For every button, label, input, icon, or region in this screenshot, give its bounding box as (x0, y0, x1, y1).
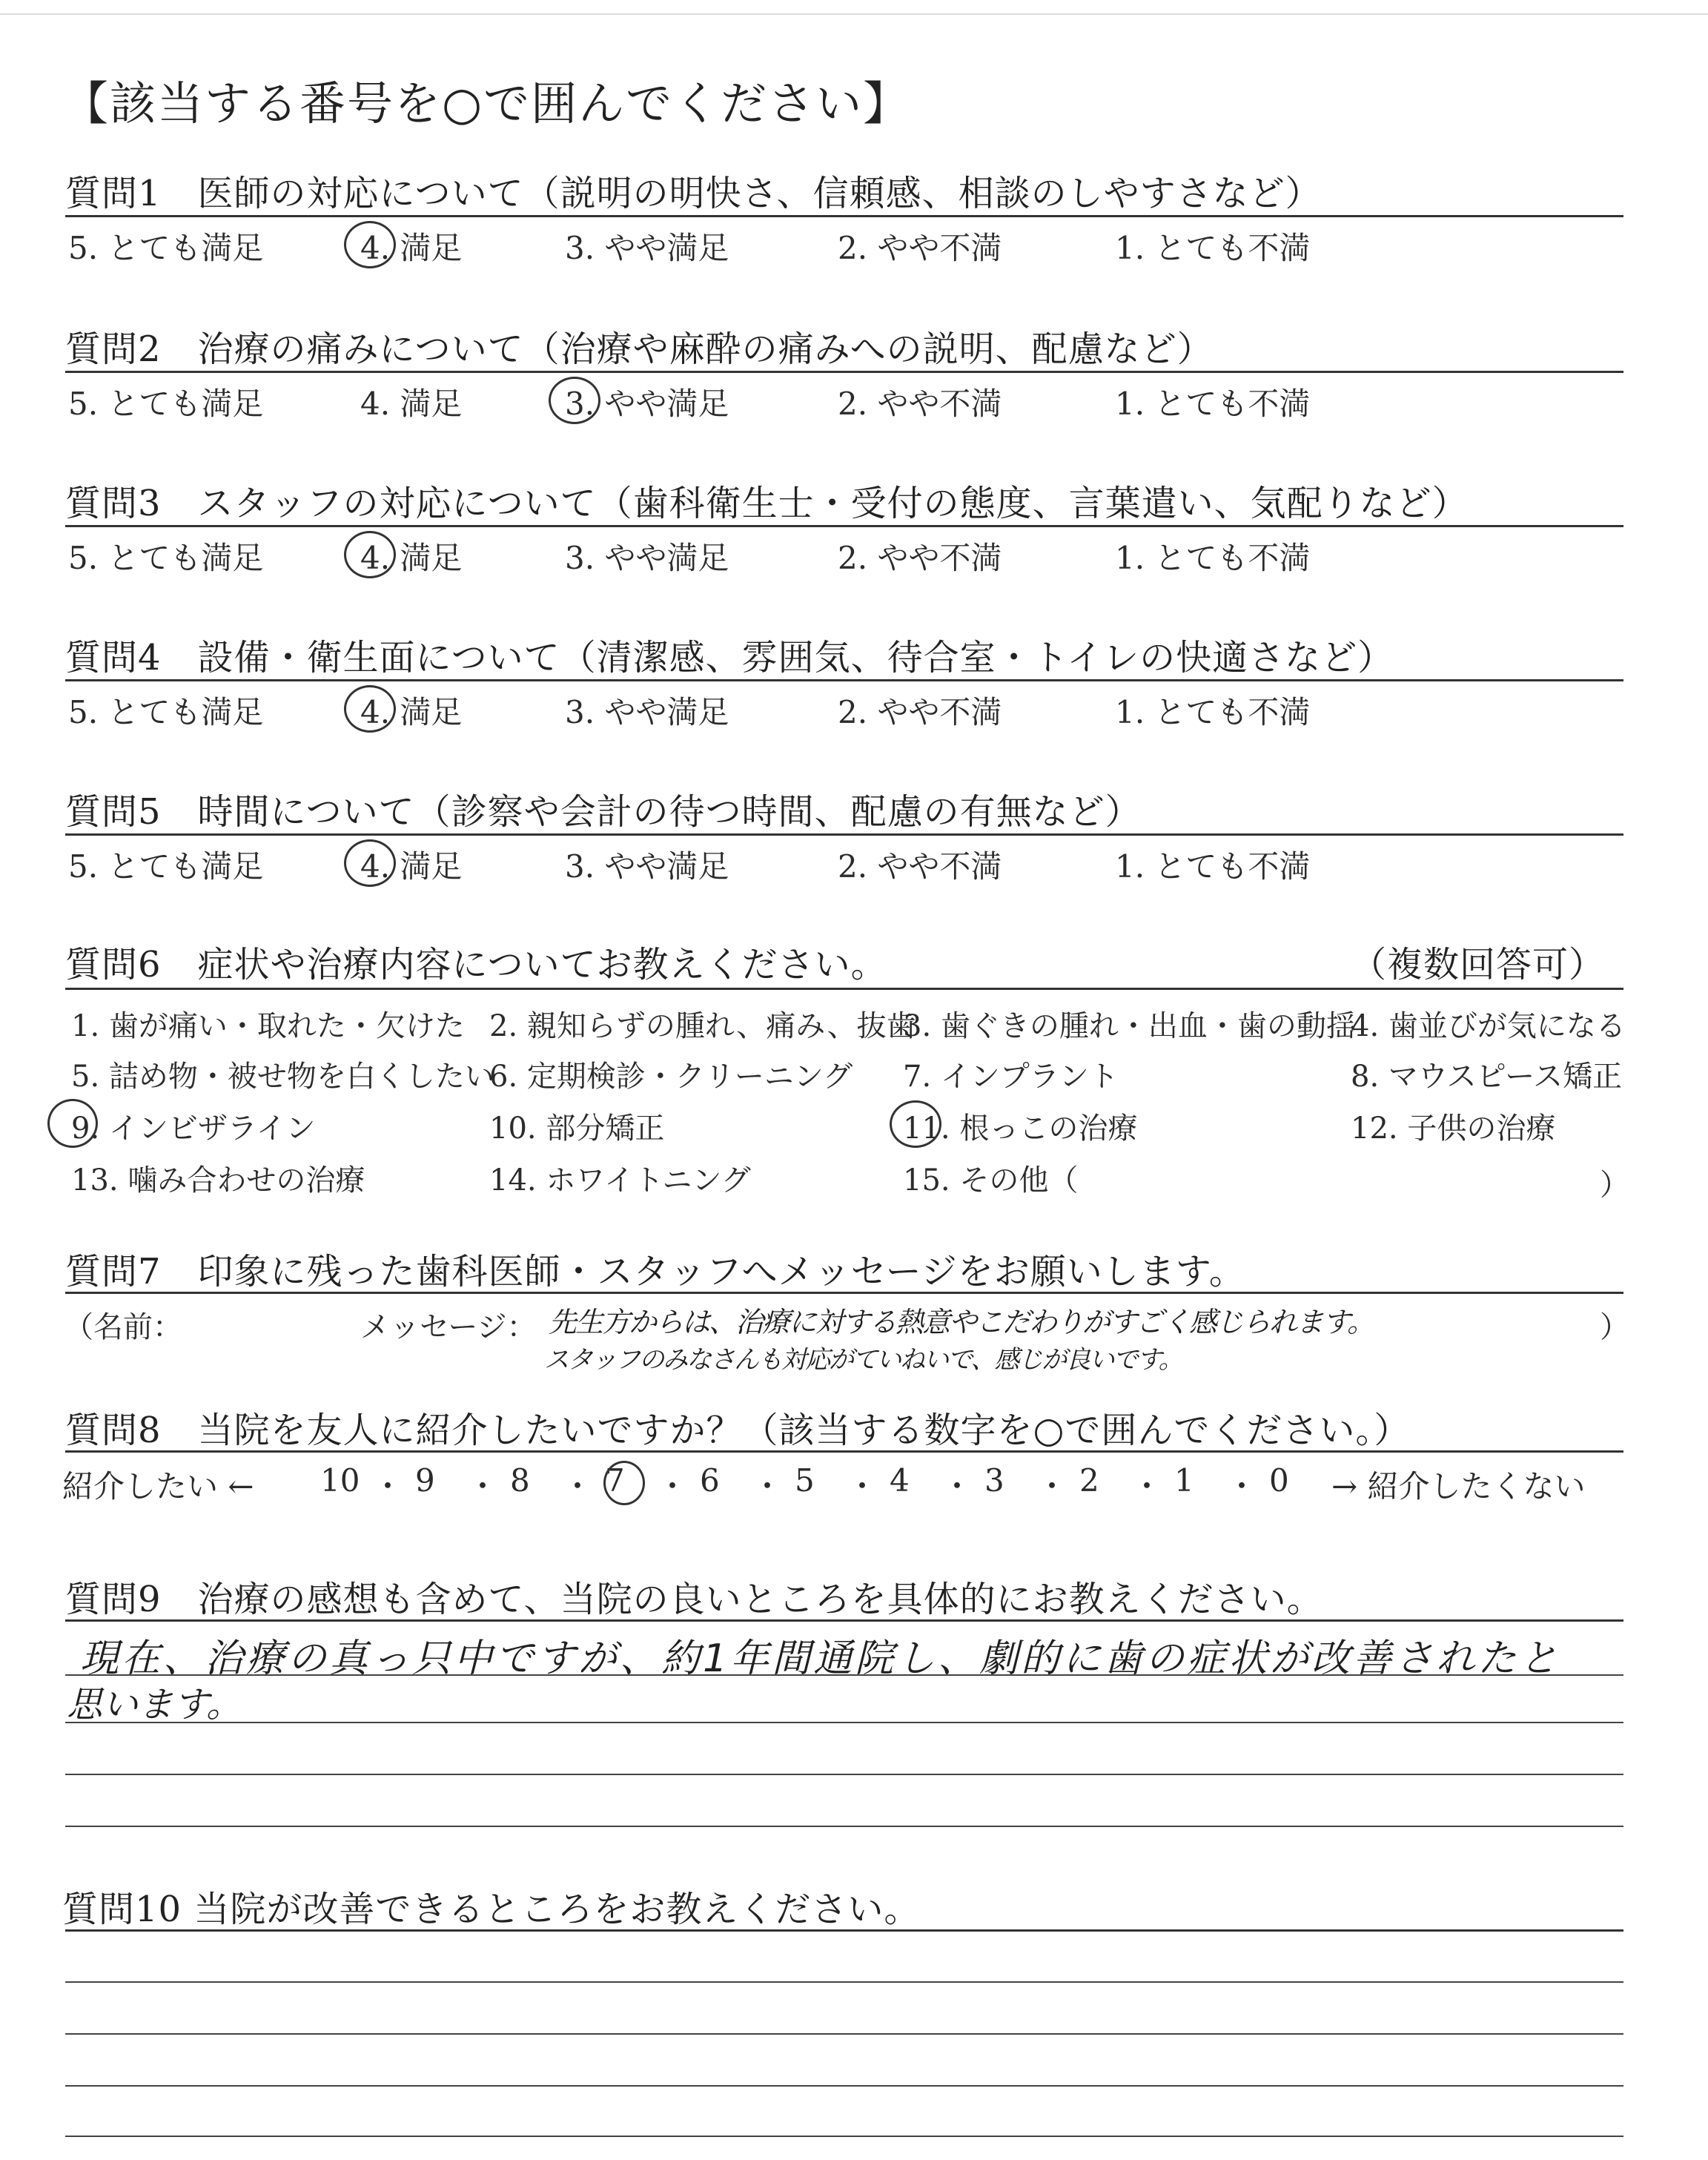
q6-option-14[interactable]: 14. ホワイトニング (489, 1163, 751, 1198)
q6-option-10[interactable]: 10. 部分矯正 (489, 1112, 665, 1146)
q4-label: 質問4 設備・衛生面について（清潔感、雰囲気、待合室・トイレの快適さなど） (65, 637, 1394, 678)
q7-label: 質問7 印象に残った歯科医師・スタッフへメッセージをお願いします。 (65, 1251, 1245, 1292)
q7-message-line1: 先生方からは、治療に対する熱意やこだわりがすごく感じられます。 (549, 1306, 1374, 1338)
q4-option-4[interactable]: 4. 満足 (360, 694, 463, 730)
q8-label: 質問8 当院を友人に紹介したいですか？（該当する数字を○で囲んでください。） (65, 1410, 1411, 1451)
q8-scale-separator: ・ (847, 1468, 878, 1505)
q6-option-6[interactable]: 6. 定期検診・クリーニング (489, 1060, 853, 1094)
q6-note: （複数回答可） (1351, 944, 1606, 985)
q9-line-1 (65, 1674, 1623, 1676)
q2-selected-circle (549, 377, 600, 424)
q3-option-5[interactable]: 5. とても満足 (68, 540, 264, 576)
q7-close: ） (1600, 1310, 1629, 1344)
q4-selected-circle (344, 685, 396, 733)
q8-scale-5[interactable]: 5 (795, 1462, 815, 1499)
q9-rule (65, 1619, 1623, 1622)
q8-scale-separator: ・ (1036, 1468, 1068, 1505)
q1-option-2[interactable]: 2. やや不満 (838, 230, 1002, 266)
q6-selected-circle-11 (890, 1100, 941, 1148)
q8-scale-7[interactable]: 7 (605, 1462, 625, 1499)
q8-scale-separator: ・ (657, 1468, 689, 1505)
q2-option-3[interactable]: 3. やや満足 (565, 386, 729, 422)
q5-selected-circle (344, 839, 396, 887)
q9-label: 質問9 治療の感想も含めて、当院の良いところを具体的にお教えください。 (65, 1579, 1323, 1620)
q6-option-3[interactable]: 3. 歯ぐきの腫れ・出血・歯の動揺 (903, 1009, 1356, 1043)
q10-line-2 (65, 2033, 1623, 2035)
q2-label: 質問2 治療の痛みについて（治療や麻酔の痛みへの説明、配慮など） (65, 328, 1214, 370)
q8-scale-separator: ・ (562, 1468, 594, 1505)
q6-option-4[interactable]: 4. 歯並びが気になる (1351, 1009, 1626, 1043)
q3-option-3[interactable]: 3. やや満足 (565, 540, 729, 576)
q4-option-5[interactable]: 5. とても満足 (68, 694, 264, 730)
q8-scale-separator: ・ (752, 1468, 784, 1505)
q6-option-1[interactable]: 1. 歯が痛い・取れた・欠けた (71, 1009, 465, 1043)
q8-scale-3[interactable]: 3 (984, 1462, 1004, 1499)
q5-option-4[interactable]: 4. 満足 (360, 848, 463, 885)
q9-line-2 (65, 1722, 1623, 1723)
q1-selected-circle (344, 221, 396, 268)
q8-scale-6[interactable]: 6 (700, 1462, 720, 1499)
q6-option-5[interactable]: 5. 詰め物・被せ物を白くしたい (71, 1060, 494, 1094)
page-top-edge (0, 13, 1708, 15)
q8-scale-4[interactable]: 4 (890, 1462, 910, 1499)
q5-option-2[interactable]: 2. やや不満 (838, 848, 1002, 885)
q8-scale-separator: ・ (467, 1468, 499, 1505)
q2-rule (65, 371, 1623, 373)
q2-option-2[interactable]: 2. やや不満 (838, 386, 1002, 422)
q5-rule (65, 833, 1623, 836)
form-title: 【該当する番号を○で囲んでください】 (62, 76, 911, 131)
q5-option-3[interactable]: 3. やや満足 (565, 848, 729, 885)
q8-scale-separator: ・ (1226, 1468, 1258, 1505)
q6-other-close: ） (1600, 1168, 1629, 1202)
q7-name-label: （名前： (64, 1310, 182, 1344)
q2-option-4[interactable]: 4. 満足 (360, 386, 463, 422)
q6-option-13[interactable]: 13. 噛み合わせの治療 (71, 1163, 365, 1198)
q2-option-1[interactable]: 1. とても不満 (1115, 386, 1311, 422)
q10-label: 質問10 当院が改善できるところをお教えください。 (62, 1889, 921, 1930)
q7-message-label: メッセージ： (360, 1310, 537, 1344)
q3-option-4[interactable]: 4. 満足 (360, 540, 463, 576)
q4-option-1[interactable]: 1. とても不満 (1115, 694, 1311, 730)
q6-option-11[interactable]: 11. 根っこの治療 (903, 1112, 1138, 1146)
q3-label: 質問3 スタッフの対応について（歯科衛生士・受付の態度、言葉遣い、気配りなど） (65, 483, 1469, 524)
q8-scale-separator: ・ (1131, 1468, 1163, 1505)
q4-rule (65, 679, 1623, 681)
q1-label: 質問1 医師の対応について（説明の明快さ、信頼感、相談のしやすさなど） (65, 173, 1322, 214)
q8-scale-separator: ・ (372, 1468, 404, 1505)
q6-option-2[interactable]: 2. 親知らずの腫れ、痛み、抜歯 (489, 1009, 916, 1043)
q3-rule (65, 525, 1623, 527)
q6-option-15[interactable]: 15. その他（ (903, 1163, 1079, 1198)
q6-selected-circle-9 (47, 1099, 98, 1148)
q2-option-5[interactable]: 5. とても満足 (68, 386, 264, 422)
q8-scale-1[interactable]: 1 (1174, 1462, 1194, 1499)
q9-answer-line2: 思います。 (67, 1684, 242, 1725)
q4-option-3[interactable]: 3. やや満足 (565, 694, 729, 730)
q8-scale-10[interactable]: 10 (320, 1462, 360, 1499)
q6-option-7[interactable]: 7. インプラント (903, 1060, 1119, 1094)
q8-scale-2[interactable]: 2 (1079, 1462, 1099, 1499)
q6-rule (65, 988, 1623, 990)
q1-option-5[interactable]: 5. とても満足 (68, 230, 264, 266)
q1-option-4[interactable]: 4. 満足 (360, 230, 463, 266)
q10-rule (65, 1929, 1623, 1932)
q1-option-3[interactable]: 3. やや満足 (565, 230, 729, 266)
q7-message-line2: スタッフのみなさんも対応がていねいで、感じが良いです。 (544, 1345, 1182, 1375)
q9-line-3 (65, 1774, 1623, 1775)
q10-line-1 (65, 1981, 1623, 1983)
q9-line-4 (65, 1826, 1623, 1827)
q8-scale-0[interactable]: 0 (1269, 1462, 1289, 1499)
q8-selected-circle (603, 1461, 645, 1505)
q8-rule (65, 1450, 1623, 1453)
q10-line-3 (65, 2085, 1623, 2087)
q9-answer-line1: 現在、治療の真っ只中ですが、約1年間通院し、劇的に歯の症状が改善されたと (80, 1636, 1561, 1681)
q7-rule (65, 1292, 1623, 1294)
q1-option-1[interactable]: 1. とても不満 (1115, 230, 1311, 266)
q8-scale-8[interactable]: 8 (510, 1462, 530, 1499)
q6-option-9[interactable]: 9. インビザライン (71, 1112, 316, 1146)
q5-option-1[interactable]: 1. とても不満 (1115, 848, 1311, 885)
q3-selected-circle (344, 531, 396, 578)
q5-label: 質問5 時間について（診察や会計の待つ時間、配慮の有無など） (65, 791, 1142, 833)
q5-option-5[interactable]: 5. とても満足 (68, 848, 264, 885)
q6-label: 質問6 症状や治療内容についてお教えください。 (65, 944, 887, 985)
q8-scale (0, 1462, 1708, 1507)
q4-option-2[interactable]: 2. やや不満 (838, 694, 1002, 730)
q8-scale-9[interactable]: 9 (415, 1462, 435, 1499)
q8-right-label: → 紹介したくない (1331, 1468, 1586, 1505)
q8-scale-separator: ・ (941, 1468, 973, 1505)
q8-left-label: 紹介したい ← (62, 1468, 254, 1505)
q6-option-12[interactable]: 12. 子供の治療 (1351, 1112, 1556, 1146)
q10-line-4 (65, 2136, 1623, 2137)
q6-option-8[interactable]: 8. マウスピース矯正 (1351, 1060, 1623, 1094)
q3-option-1[interactable]: 1. とても不満 (1115, 540, 1311, 576)
q1-rule (65, 215, 1623, 217)
q3-option-2[interactable]: 2. やや不満 (838, 540, 1002, 576)
